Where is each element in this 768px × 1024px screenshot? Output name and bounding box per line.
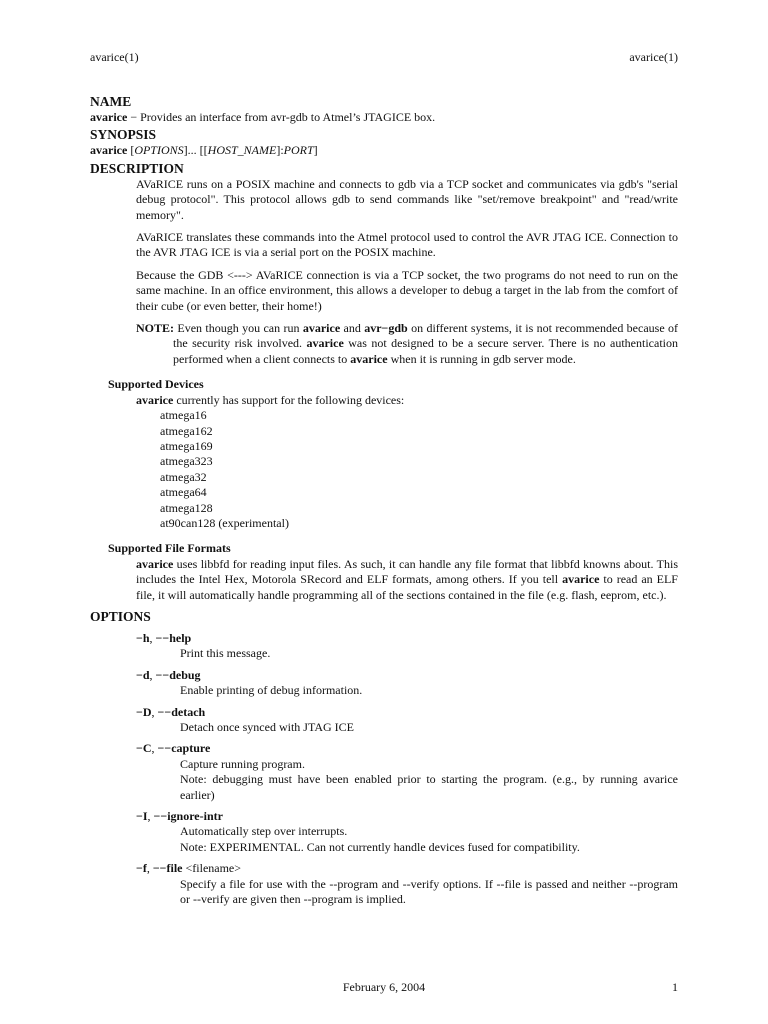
synopsis-colon: ]:: [276, 143, 284, 158]
option-sep: ,: [147, 809, 154, 824]
option-long: −−help: [155, 630, 192, 645]
synopsis-mid: ]... [[: [183, 143, 208, 158]
synopsis-cmd: avarice: [90, 143, 128, 158]
footer-page-number: 1: [672, 980, 678, 994]
section-name: [90, 94, 678, 125]
note-text: was not designed to be a secure server. There is no authentication performed when a client connects to: [173, 336, 678, 366]
section-synopsis: [90, 127, 678, 158]
option-detach: [90, 705, 678, 736]
option-help: [90, 631, 678, 662]
description-paragraph-2: AVaRICE translates these commands into the Atmel protocol used to control the AVR JTAG ICE. Connection to the AVR JTAG ICE is via a serial port on the POSIX machine.: [136, 230, 678, 260]
note-bold: avarice: [302, 321, 341, 336]
note-bold: avr−gdb: [364, 321, 408, 336]
devices-body: [136, 393, 678, 532]
section-title-description: DESCRIPTION: [90, 160, 184, 176]
option-sep: ,: [151, 741, 158, 756]
option-sep: ,: [146, 861, 153, 876]
option-name: [136, 668, 678, 683]
note-label: NOTE:: [136, 321, 175, 336]
option-name: [136, 809, 678, 824]
option-short: −I: [136, 809, 148, 824]
option-long: −−detach: [157, 704, 206, 719]
option-desc: Specify a file for use with the --program and --verify options. If --file is passed and neither --program or --verify are given then --program is implied.: [180, 876, 678, 907]
option-short: −d: [136, 667, 150, 682]
list-item: atmega32: [160, 469, 207, 484]
synopsis-host: HOST_NAME: [207, 143, 277, 158]
formats-paragraph: [136, 557, 678, 603]
devices-lead-cmd: avarice: [136, 392, 174, 407]
devices-lead-text: currently has support for the following devices:: [173, 392, 405, 407]
section-options: [90, 609, 678, 908]
option-desc: Capture running program.: [180, 756, 305, 771]
footer-date: February 6, 2004: [342, 980, 426, 994]
description-note: [136, 321, 678, 367]
section-title-options: OPTIONS: [90, 608, 151, 624]
note-bold: avarice: [350, 351, 388, 366]
option-short: −f: [136, 861, 147, 876]
description-body: [136, 177, 678, 367]
synopsis-options: OPTIONS: [134, 143, 184, 158]
option-long: −−file: [152, 861, 183, 876]
option-debug: [90, 668, 678, 699]
note-text: Even though you can run: [174, 321, 303, 336]
option-long: −−capture: [157, 741, 211, 756]
option-short: −D: [136, 704, 152, 719]
option-short: −h: [136, 630, 150, 645]
name-cmd: avarice: [90, 110, 128, 124]
synopsis-open: [: [127, 143, 135, 158]
note-text: on different systems, it is not recommended because of the security risk involved.: [173, 321, 679, 351]
list-item: atmega16: [160, 408, 207, 423]
list-item: atmega162: [160, 423, 213, 438]
formats-cmd: avarice: [562, 572, 600, 587]
note-text: and: [340, 321, 365, 336]
synopsis-line: [90, 143, 678, 158]
option-name: [136, 741, 678, 756]
option-file: [90, 861, 678, 907]
option-name: [136, 705, 678, 720]
option-long: −−ignore-intr: [153, 809, 223, 824]
note-text: when it is running in gdb server mode.: [387, 351, 576, 366]
name-line: [90, 110, 678, 125]
option-sep: ,: [151, 704, 158, 719]
option-desc: Note: EXPERIMENTAL. Can not currently handle devices fused for compatibility.: [180, 839, 580, 854]
formats-text: uses libbfd for reading input files. As such, it can handle any file format that libbfd knowns about. This includes the Intel Hex, Motorola SRecord and ELF formats, among others. If you tell: [136, 556, 678, 587]
header-left: avarice(1): [90, 50, 139, 64]
list-item: atmega323: [160, 454, 213, 469]
subsection-title-formats: Supported File Formats: [108, 541, 231, 556]
option-long: −−debug: [155, 667, 201, 682]
section-title-synopsis: SYNOPSIS: [90, 127, 157, 143]
synopsis-port: PORT: [283, 143, 314, 158]
device-list: [160, 408, 678, 531]
option-name: [136, 631, 678, 646]
formats-body: [136, 557, 678, 603]
option-sep: ,: [149, 630, 156, 645]
list-item: atmega169: [160, 438, 213, 453]
option-desc: Print this message.: [180, 646, 271, 661]
note-bold: avarice: [306, 336, 344, 351]
formats-cmd: avarice: [136, 556, 174, 571]
option-short: −C: [136, 741, 152, 756]
option-desc: Enable printing of debug information.: [180, 683, 363, 698]
description-paragraph-1: AVaRICE runs on a POSIX machine and connects to gdb via a TCP socket and communicates via gdb's "serial debug protocol". This protocol allows gdb to send commands like "set/remove breakpoint" and "read/write memory".: [136, 176, 678, 222]
list-item: atmega128: [160, 500, 213, 515]
option-sep: ,: [149, 667, 156, 682]
list-item: atmega64: [160, 485, 207, 500]
section-title-name: NAME: [90, 94, 132, 109]
option-capture: [90, 741, 678, 803]
content: [90, 94, 678, 909]
name-desc: − Provides an interface from avr-gdb to Atmel’s JTAGICE box.: [127, 110, 436, 124]
option-desc: Automatically step over interrupts.: [180, 824, 348, 839]
option-name: [136, 861, 678, 876]
header-right: avarice(1): [629, 50, 678, 64]
section-description: [90, 161, 678, 603]
synopsis-close: ]: [313, 143, 318, 158]
formats-text: to read an ELF file, it will automatically handle programming all of the sections contained in the file (e.g. flash, eeprom, etc.).: [136, 572, 678, 602]
list-item: at90can128 (experimental): [160, 515, 289, 530]
devices-lead: [136, 393, 678, 408]
description-paragraph-3: Because the GDB <---> AVaRICE connection is via a TCP socket, the two programs do not need to run on the same machine. In an office environment, this allows a developer to debug a target in the lab from the comfort of their cube (or even better, their home!): [136, 267, 678, 313]
subsection-title-devices: Supported Devices: [108, 377, 204, 392]
option-arg: <filename>: [182, 861, 242, 876]
option-desc: Detach once synced with JTAG ICE: [180, 720, 354, 734]
option-desc: Note: debugging must have been enabled prior to starting the program. (e.g., by running avarice earlier): [180, 772, 678, 802]
option-ignore-intr: [90, 809, 678, 855]
